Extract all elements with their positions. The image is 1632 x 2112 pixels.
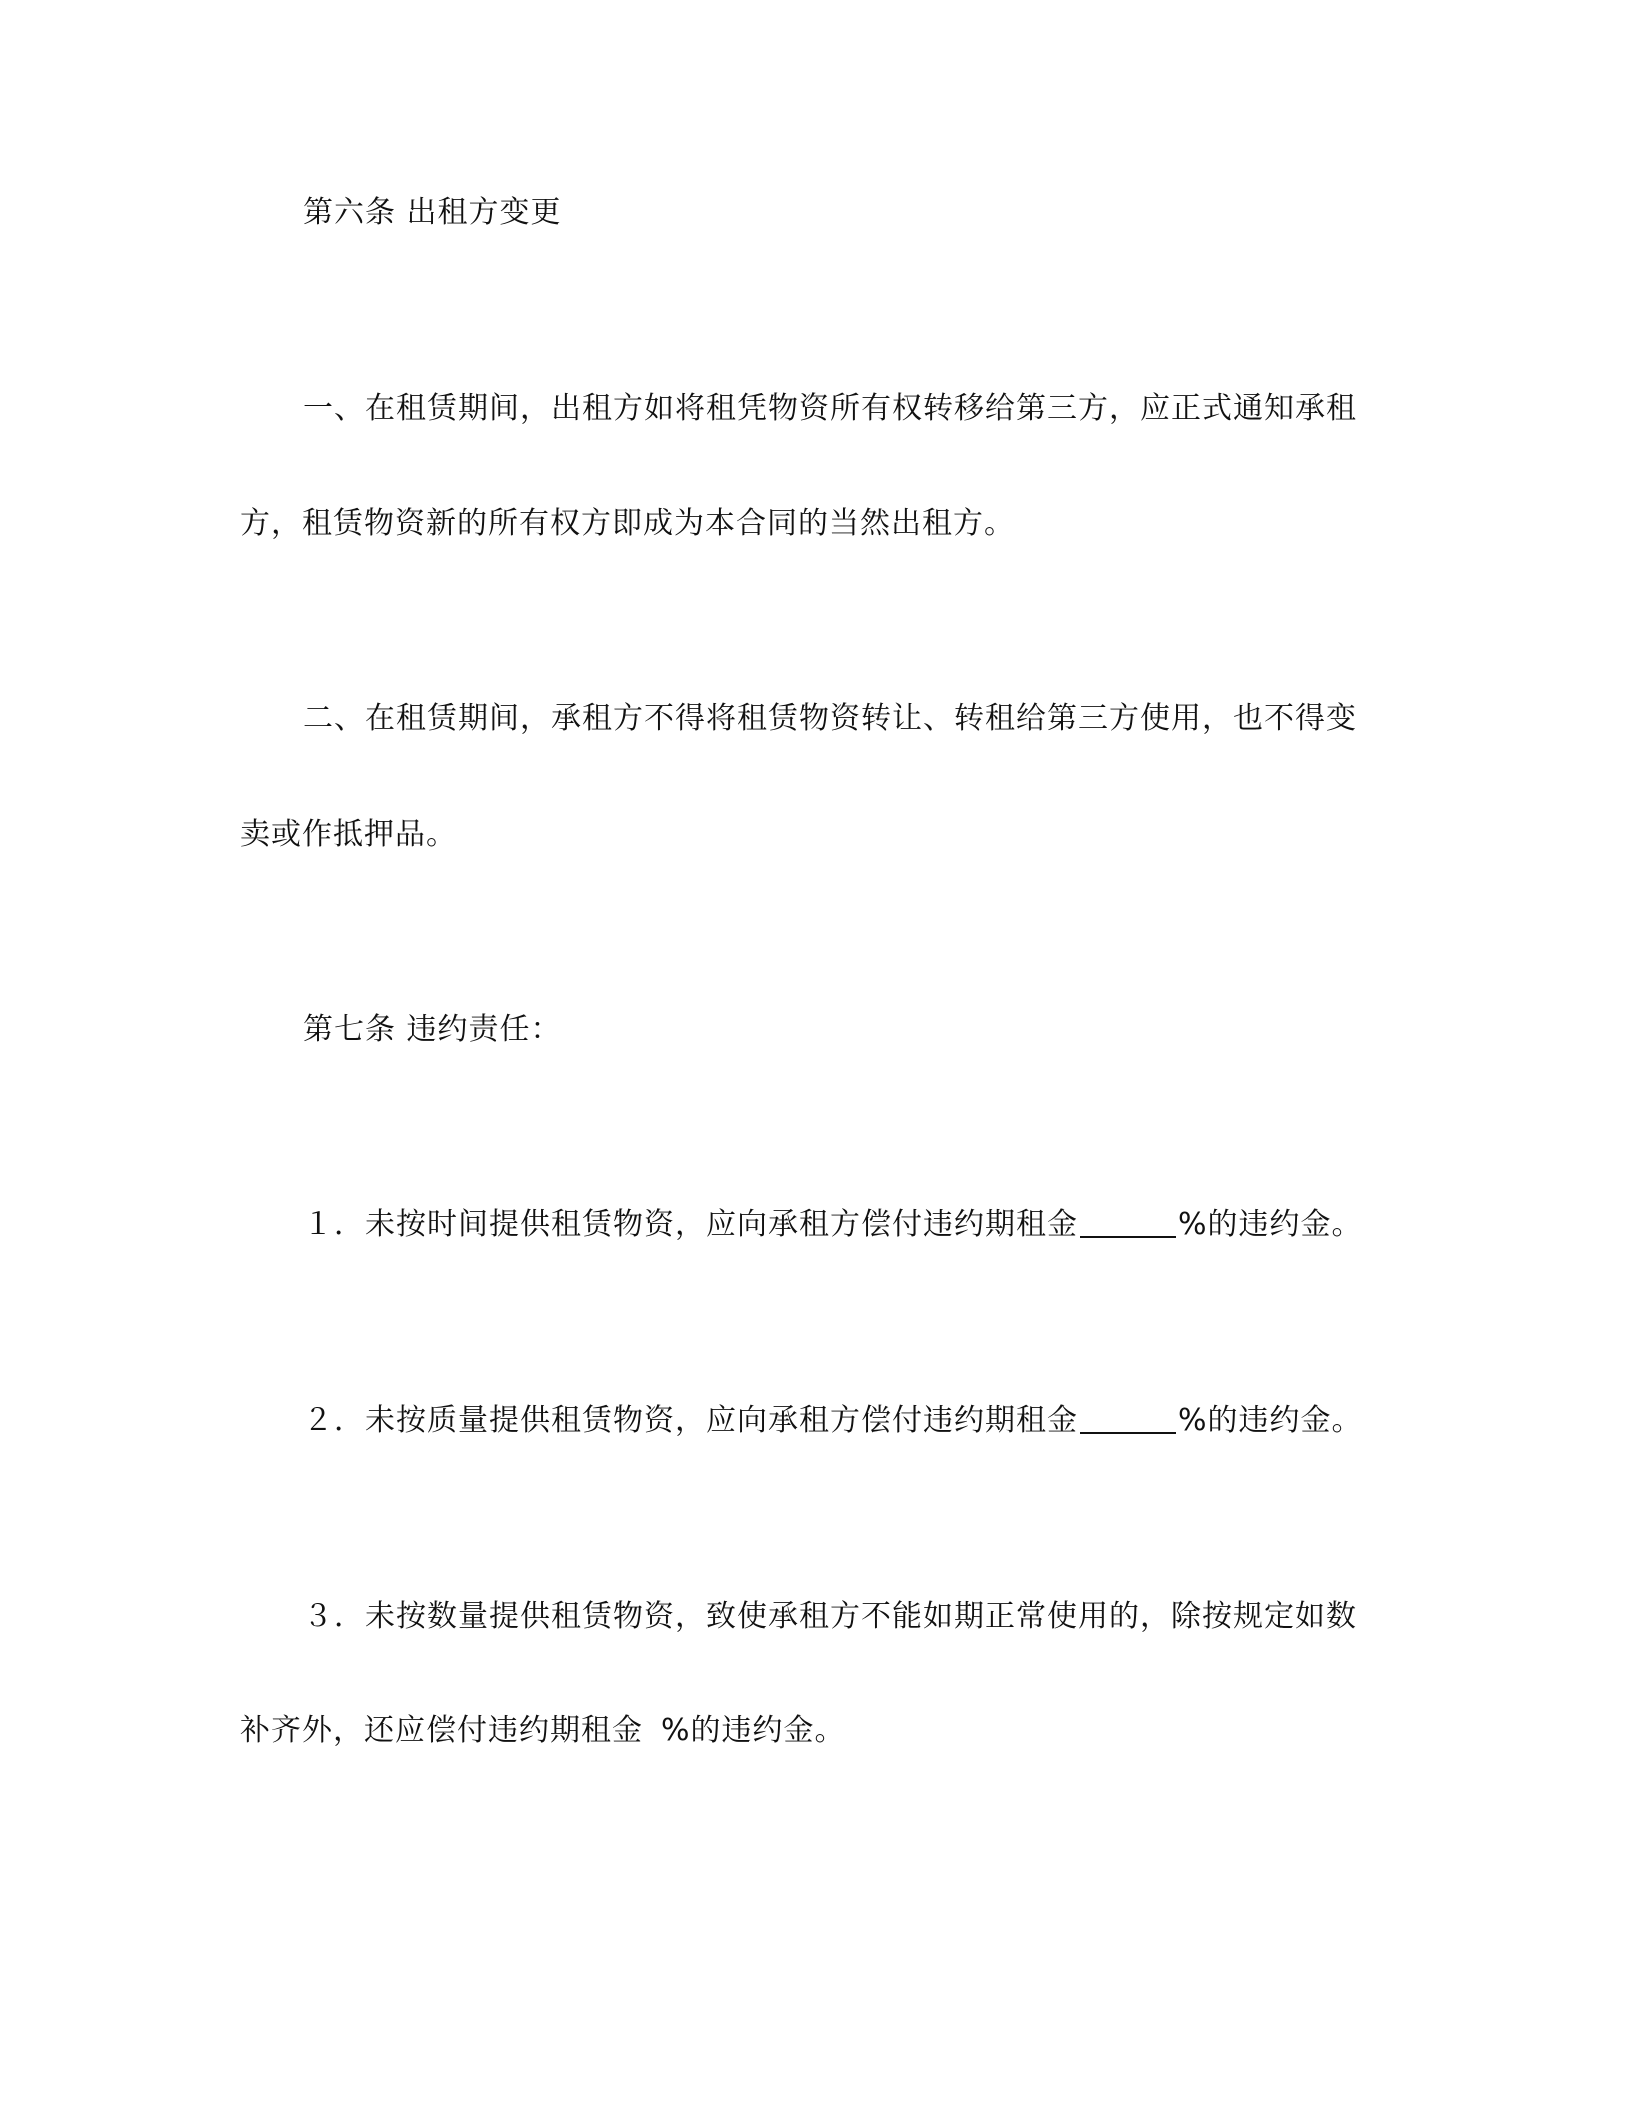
article-7-item-3-line-1: ３．未按数量提供租赁物资，致使承租方不能如期正常使用的，除按规定如数 — [303, 1599, 1357, 1634]
item-3-text: 补齐外，还应偿付违约期租金 — [240, 1713, 643, 1748]
item-1-suffix: %的违约金。 — [1178, 1207, 1363, 1242]
article-6-heading: 第六条 出租方变更 — [303, 195, 562, 230]
item-1-text: １．未按时间提供租赁物资，应向承租方偿付违约期租金 — [303, 1207, 1078, 1242]
article-6-clause-1-line-1: 一、在租赁期间，出租方如将租凭物资所有权转移给第三方，应正式通知承租 — [303, 391, 1357, 426]
article-7-item-2 — [303, 1401, 1363, 1441]
item-2-suffix: %的违约金。 — [1178, 1403, 1363, 1438]
item-2-text: ２．未按质量提供租赁物资，应向承租方偿付违约期租金 — [303, 1403, 1078, 1438]
item-3-suffix: %的违约金。 — [661, 1713, 846, 1748]
article-6-clause-2-line-1: 二、在租赁期间，承租方不得将租赁物资转让、转租给第三方使用，也不得变 — [303, 701, 1357, 736]
article-7-heading: 第七条 违约责任： — [303, 1012, 562, 1047]
article-7-item-1 — [303, 1205, 1363, 1245]
item-2-blank — [1080, 1402, 1176, 1434]
item-1-blank — [1080, 1206, 1176, 1238]
article-7-item-3-line-2 — [240, 1711, 846, 1751]
article-6-clause-1-line-2: 方，租赁物资新的所有权方即成为本合同的当然出租方。 — [240, 506, 1015, 541]
article-6-clause-2-line-2: 卖或作抵押品。 — [240, 817, 457, 852]
